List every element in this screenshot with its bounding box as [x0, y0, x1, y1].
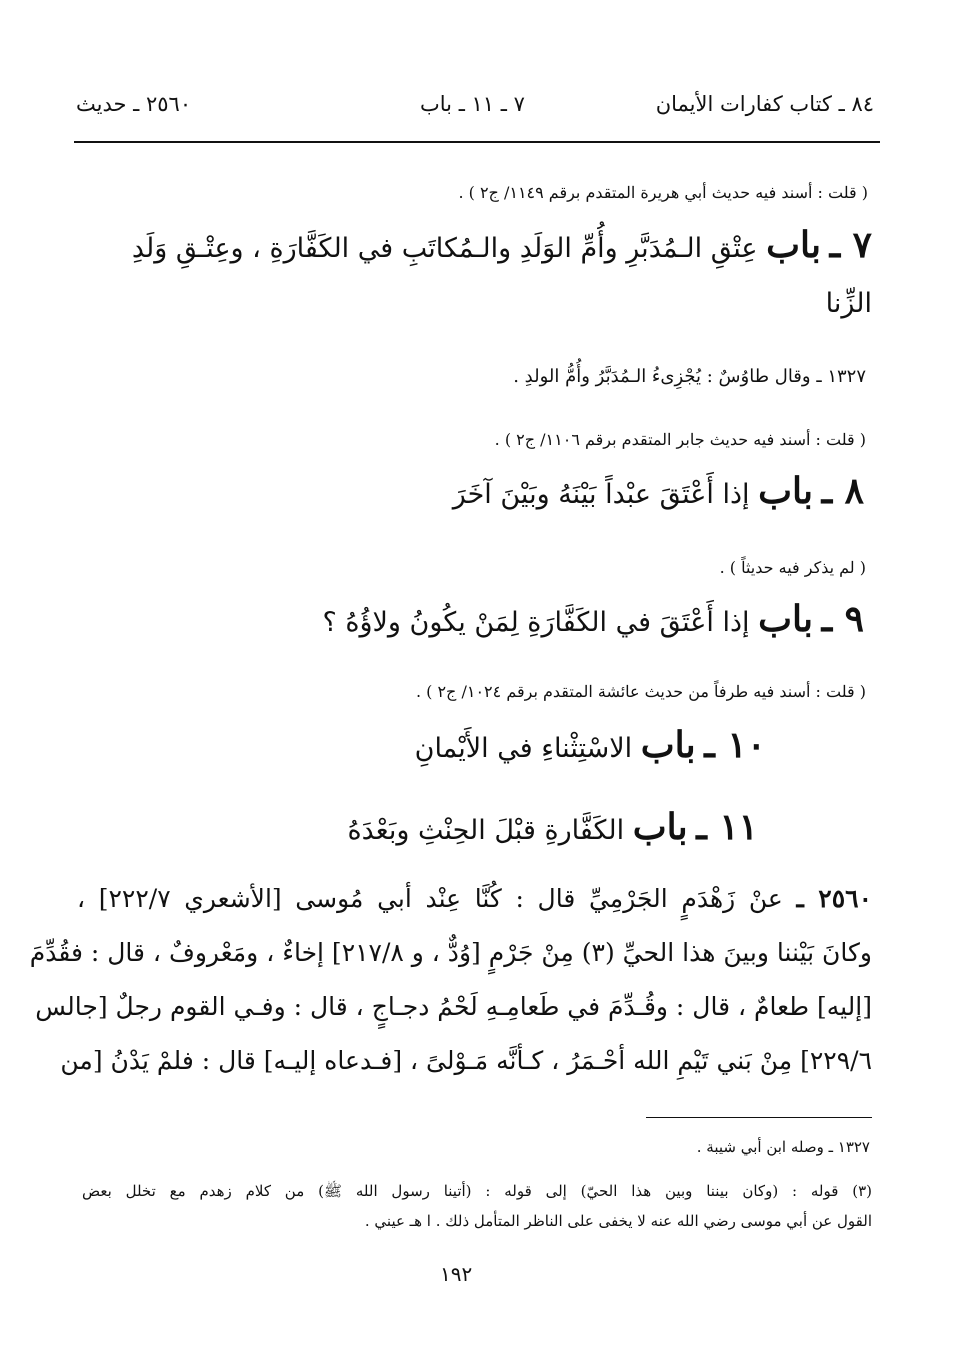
chapter-9-number: ٩ ـ — [821, 598, 864, 640]
chapter-9-heading — [322, 598, 864, 640]
page-number: ١٩٢ — [440, 1262, 473, 1286]
chapter-10-number: ١٠ ـ — [704, 724, 766, 766]
chapter-7-title: عِتْقِ الـمُدَبَّرِ وأُمِّ الوَلَدِ والـمُكاتَبِ في الكَفَّارَةِ ، وعِتْـقِ وَلَدِ — [131, 233, 758, 264]
footnote-3-line-1: (٣) قوله : (وكان بيننا وبين هذا الحيّ) إلى قوله : (أتينا رسول الله ﷺ) من كلام زهدم مع تخلل بعض — [82, 1182, 872, 1200]
editor-note-3: ( لم يذكر فيه حديثاً ) . — [719, 558, 866, 577]
editor-note-2: ( قلت : أسند فيه حديث جابر المتقدم برقم ١١٠٦/ ج٢ ) . — [494, 430, 866, 449]
chapter-7-title-continued: الزِّنا — [825, 288, 872, 319]
hadith-2560-line-4: ٢٢٩/٦] مِنْ بَني تَيْمِ الله أحْـمَرُ ، كـأنَّه مَـوْلىً ، [فـدعاه إليـه] قال : فلمْ يَدْنُ [من — [60, 1046, 872, 1075]
chapter-11-heading — [347, 806, 758, 848]
header-divider — [74, 141, 880, 143]
header-hadith-number: ٢٥٦٠ ـ حديث — [76, 92, 192, 116]
hadith-2560-line-2: وكانَ بَيْننا وبينَ هذا الحيِّ (٣) مِنْ جَرْمٍ [وُدٌّ ، و ٢١٧/٨] إخاءٌ ، ومَعْروفٌ ، قال : فقُدِّمَ — [29, 938, 872, 967]
chapter-7-bab: باب — [766, 224, 821, 266]
chapter-10-title: الاسْتِثْناءِ في الأَيْمانِ — [414, 733, 633, 764]
chapter-8-number: ٨ ـ — [821, 470, 864, 512]
footnote-1327: ١٣٢٧ ـ وصله ابن أبي شيبة . — [696, 1138, 870, 1156]
header-chapter-range: ٧ ـ ١١ ـ باب — [420, 92, 525, 116]
chapter-7-heading — [132, 224, 872, 266]
athar-1327: ١٣٢٧ ـ وقال طاوُسٌ : يُجْزِىءُ الـمُدَبَّرُ وأُمُّ الولدِ . — [513, 366, 866, 387]
chapter-8-heading — [453, 470, 864, 512]
chapter-10-heading — [415, 724, 766, 766]
editor-note-1: ( قلت : أسند فيه حديث أبي هريرة المتقدم برقم ١١٤٩/ ج٢ ) . — [458, 183, 868, 202]
footnote-divider — [646, 1117, 872, 1118]
chapter-7-number: ٧ ـ — [829, 224, 872, 266]
header-book-title: ٨٤ ـ كتاب كفارات الأيمان — [655, 92, 874, 116]
hadith-2560-line-1 — [77, 884, 872, 913]
chapter-9-title: إذا أَعْتَقَ في الكَفَّارَةِ لِمَنْ يكُونُ ولاؤُهُ ؟ — [322, 607, 750, 638]
chapter-8-title: إذا أَعْتَقَ عبْداً بَيْنَهُ وبَيْنَ آخَرَ — [452, 479, 750, 510]
chapter-11-number: ١١ ـ — [696, 806, 758, 848]
chapter-11-title: الكَفَّارةِ قبْلَ الحِنْثِ وبَعْدَهُ — [347, 815, 625, 846]
chapter-10-bab: باب — [640, 724, 696, 766]
chapter-9-bab: باب — [758, 598, 813, 640]
hadith-2560-number: ٢٥٦٠ ـ — [796, 884, 872, 913]
hadith-2560-text-1: عنْ زَهْدَمٍ الجَرْمِيِّ قال : كُنَّا عِنْد أبي مُوسى [الأشعري ٢٢٢/٧] ، — [77, 884, 783, 913]
chapter-8-bab: باب — [758, 470, 813, 512]
hadith-2560-line-3: [إليه] طعامٌ ، قال : وقُـدِّمَ في طَعامِـهِ لَحْمُ دجـاجٍ ، قال : وفـي القوم رجلٌ [جالس — [35, 992, 872, 1021]
chapter-11-bab: باب — [632, 806, 688, 848]
footnote-3-line-2: القول عن أبي موسى رضي الله عنه لا يخفى على الناظر المتأمل ذلك . ا هـ عيني . — [364, 1212, 872, 1230]
editor-note-4: ( قلت : أسند فيه طرفاً من حديث عائشة المتقدم برقم ١٠٢٤/ ج٢ ) . — [415, 682, 866, 701]
